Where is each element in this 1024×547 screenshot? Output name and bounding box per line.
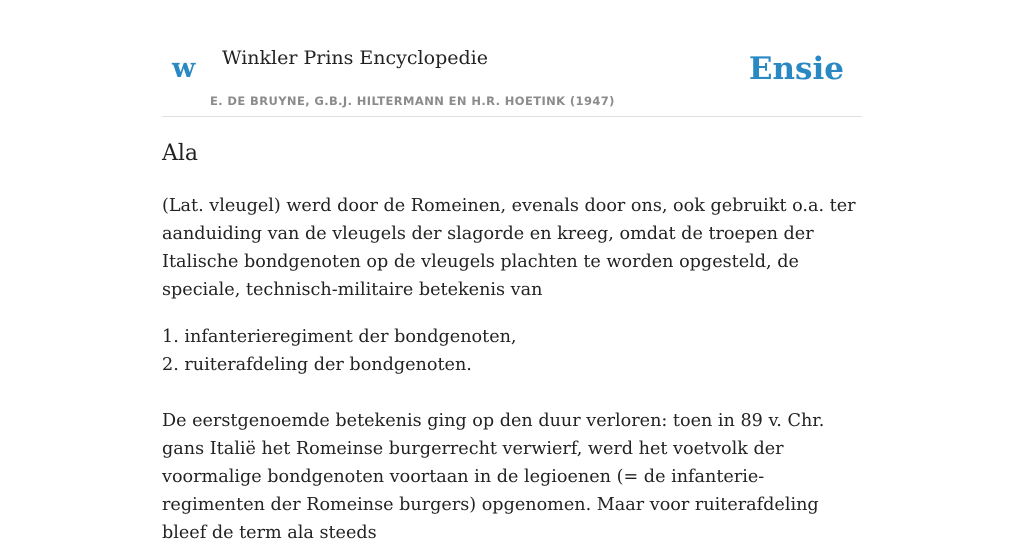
entry-body [162,192,862,547]
source-header [162,0,862,117]
definition-item: 2. ruiterafdeling der bondgenoten. [162,355,472,375]
entry-title: Ala [162,141,199,166]
page [162,0,862,543]
paragraph: (Lat. vleugel) werd door de Romeinen, evenals door ons, ook gebruikt o.a. ter aanduiding van de vleugels der slagorde en kreeg, omdat de troepen der Italische bondgenoten op de vleugels plachten te worden opgesteld, de speciale, technisch-militaire betekenis van [162,196,856,300]
paragraph: De eerstgenoemde betekenis ging op den duur verloren: toen in 89 v. Chr. gans Italië het Romeinse burgerrecht verwierf, werd het voetvolk der voormalige bondgenoten voortaan in de legioenen (= de infanterie-regimenten der Romeinse burgers) opgenomen. Maar voor ruiterafdeling bleef de term ala steeds [162,411,825,543]
definition-item: 1. infanterieregiment der bondgenoten, [162,327,517,347]
source-title[interactable]: Winkler Prins Encyclopedie [222,47,488,69]
definition-list [162,323,862,379]
source-authors: E. DE BRUYNE, G.B.J. HILTERMANN EN H.R. HOETINK (1947) [210,94,615,108]
ensie-logo[interactable]: Ensie [748,51,844,87]
winkler-prins-logo[interactable]: w [172,53,196,84]
